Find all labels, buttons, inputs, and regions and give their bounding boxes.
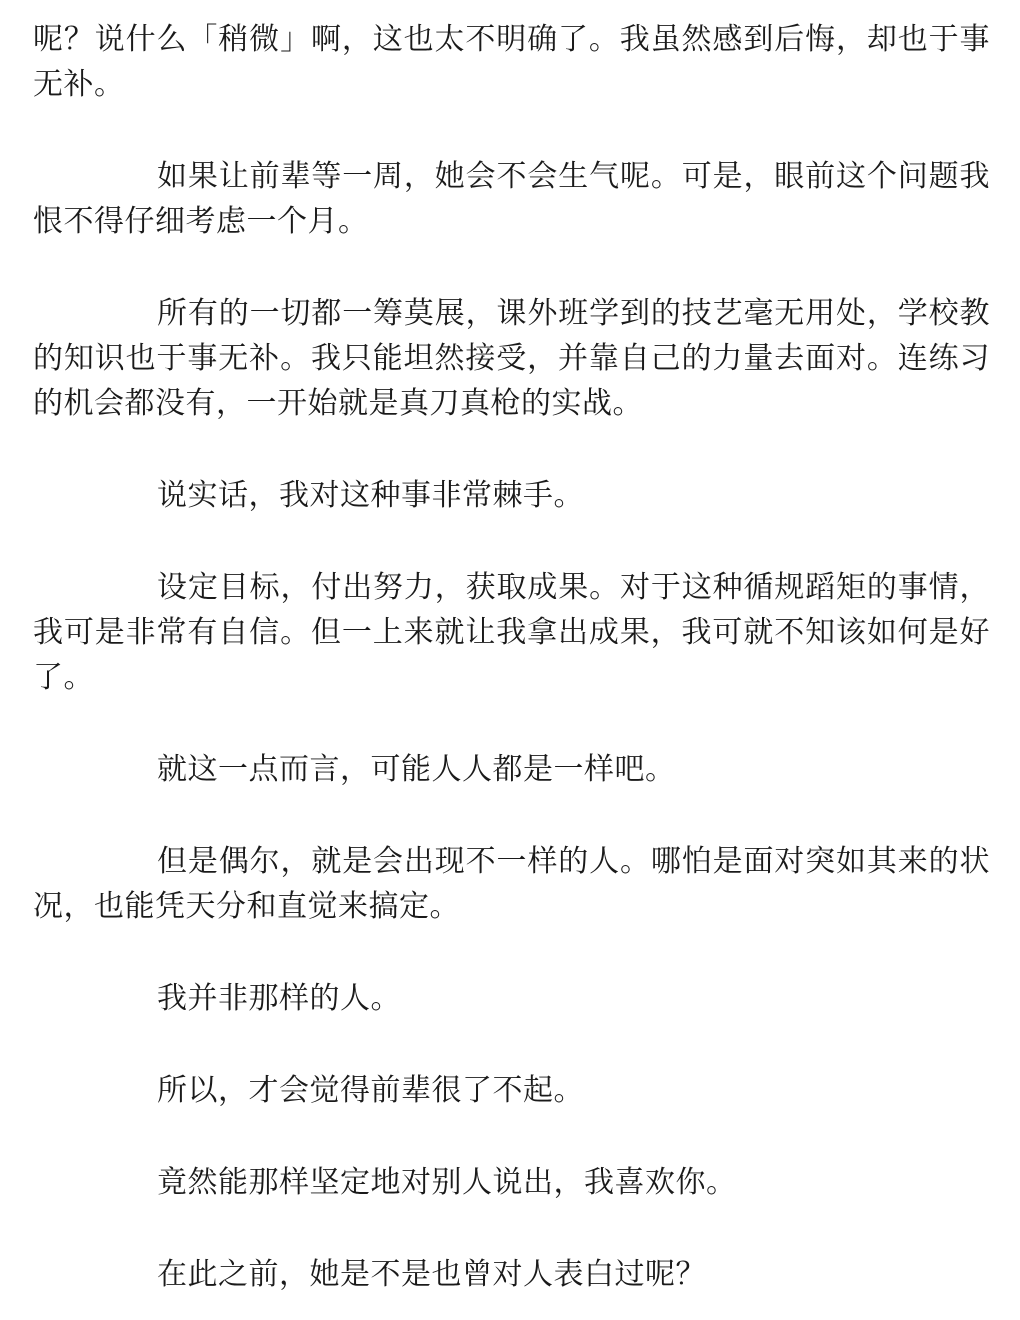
paragraph: 在此之前，她是不是也曾对人表白过呢？ xyxy=(157,1258,706,1291)
paragraph: 呢？说什么「稍微」啊，这也太不明确了。我虽然感到后悔，却也于事无补。 xyxy=(33,23,990,101)
paragraph: 所以，才会觉得前辈很了不起。 xyxy=(157,1074,584,1107)
paragraph: 设定目标，付出努力，获取成果。对于这种循规蹈矩的事情，我可是非常有自信。但一上来就让我拿出成果，我可就不知该如何是好了。 xyxy=(33,571,990,694)
paragraph: 如果让前辈等一周，她会不会生气呢。可是，眼前这个问题我恨不得仔细考虑一个月。 xyxy=(33,160,990,238)
paragraph: 所有的一切都一筹莫展，课外班学到的技艺毫无用处，学校教的知识也于事无补。我只能坦然接受，并靠自己的力量去面对。连练习的机会都没有，一开始就是真刀真枪的实战。 xyxy=(33,297,990,420)
paragraph: 说实话，我对这种事非常棘手。 xyxy=(157,479,584,512)
paragraph: 竟然能那样坚定地对别人说出，我喜欢你。 xyxy=(157,1166,737,1199)
paragraph: 我并非那样的人。 xyxy=(157,982,401,1015)
paragraph: 但是偶尔，就是会出现不一样的人。哪怕是面对突如其来的状况，也能凭天分和直觉来搞定。 xyxy=(33,845,990,923)
text-body xyxy=(33,17,990,1297)
paragraph: 就这一点而言，可能人人都是一样吧。 xyxy=(157,753,676,786)
